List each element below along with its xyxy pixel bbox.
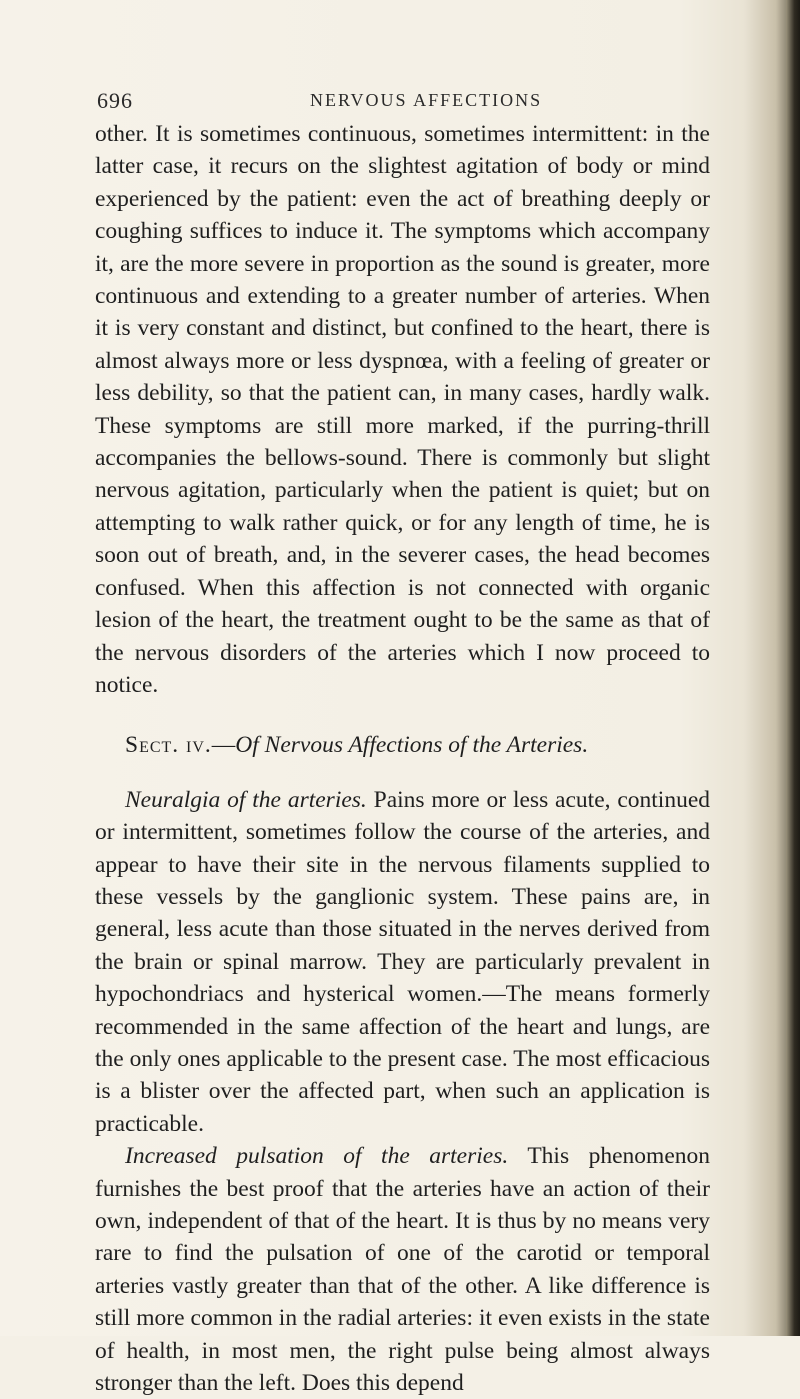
- paragraph-neuralgia: [95, 784, 710, 1140]
- section-dash: —: [211, 732, 236, 759]
- section-title: Of Nervous Affections of the Arteries.: [235, 732, 589, 759]
- page-number: 696: [97, 88, 133, 113]
- pulsation-heading: Increased pulsation of the arteries.: [125, 1143, 509, 1170]
- paragraph-continuation: other. It is sometimes continuous, sometimes intermittent: in the latter case, it recurs on the slightest agitation of body or mind experienced by the patient: even the act of breathing deeply or coughing suffices to induce it. The symptoms which accompany it, are the more severe in proportion as the sound is greater, more continuous and extending to a greater number of arteries. When it is very constant and distinct, but confined to the heart, there is almost always more or less dyspnœa, with a feeling of greater or less debility, so that the patient can, in many cases, hardly walk. These symptoms are still more marked, if the purring-thrill accompanies the bellows-sound. There is commonly but slight nervous agitation, particularly when the patient is quiet; but on attempting to walk rather quick, or for any length of time, he is soon out of breath, and, in the severer cases, the head becomes confused. When this affection is not connected with organic lesion of the heart, the treatment ought to be the same as that of the nervous disorders of the arteries which I now proceed to notice.: [95, 121, 710, 698]
- neuralgia-heading: Neuralgia of the arteries.: [125, 786, 367, 813]
- running-head: NERVOUS AFFECTIONS: [310, 90, 543, 110]
- body-text: [95, 118, 710, 1399]
- page-header: [0, 88, 800, 118]
- section-label: Sect. iv.: [125, 732, 212, 759]
- neuralgia-text: Pains more or less acute, continued or intermittent, sometimes follow the course of the arteries, and appear to have their site in the nervous filaments supplied to these vessels by the ganglionic system. These pains are, in general, less acute than those situated in the nerves derived from the brain or spinal marrow. They are particularly prevalent in hypochondriacs and hysterical women.—The means formerly recommended in the same affection of the heart and lungs, are the only ones applicable to the present case. The most efficacious is a blister over the affected part, when such an application is practicable.: [95, 786, 711, 1137]
- binding-edge: [786, 0, 800, 1336]
- section-heading: [95, 729, 710, 761]
- paragraph-pulsation: [95, 1140, 710, 1399]
- pulsation-text: This phenomenon furnishes the best proof that the arteries have an action of their own, independent of that of the heart. It is thus by no means very rare to find the pulsation of one of the carotid or temporal arteries vastly greater than that of the other. A like difference is still more common in the radial arteries: it even exists in the state of health, in most men, the right pulse being almost always stronger than the left. Does this depend: [95, 1143, 710, 1397]
